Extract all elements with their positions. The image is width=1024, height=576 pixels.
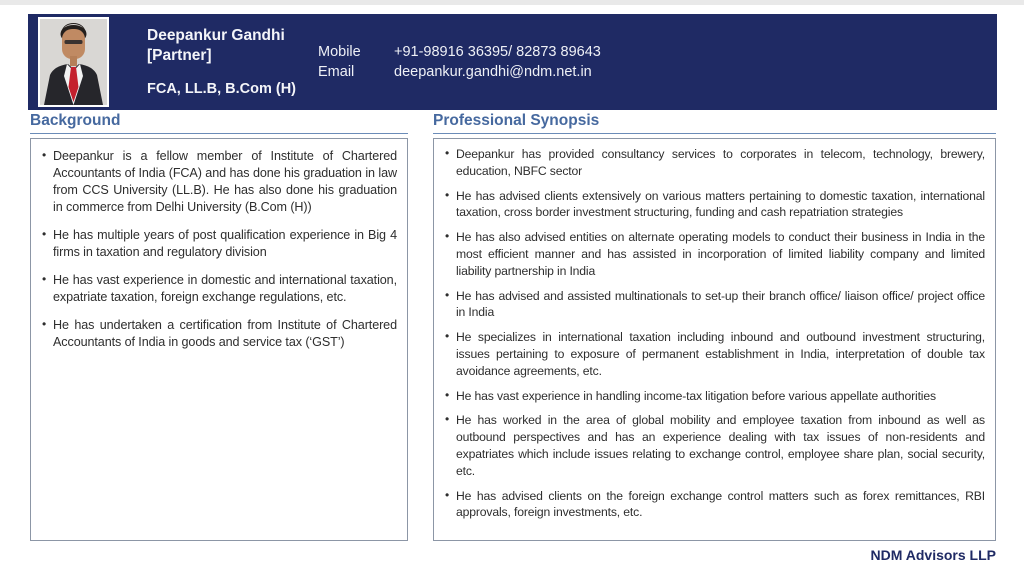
person-credentials: FCA, LL.B, B.Com (H) — [147, 81, 297, 97]
background-box — [30, 138, 408, 541]
mobile-value: +91-98916 36395/ 82873 89643 — [394, 44, 601, 60]
synopsis-bullet-5: • He specializes in international taxation including inbound and outbound investment structuring, issues pertaining to exposure of permanent establishment in India, interpretation of double tax avoidance agreements, etc. — [456, 329, 985, 379]
company-name: NDM Advisors LLP — [870, 547, 996, 563]
email-row — [318, 62, 601, 82]
synopsis-bullet-3: • He has also advised entities on alternate operating models to conduct their business in India in the most efficient manner and has assisted in incorporation of limited liability company and limited liability partnership in India — [456, 229, 985, 279]
top-edge-strip — [0, 0, 1024, 5]
synopsis-bullet-7: • He has worked in the area of global mobility and employee taxation from inbound as well as outbound perspectives and has an experience dealing with tax issues of non-residents and expatriates which include issues relating to exchange control, employee share plan, social security, etc. — [456, 412, 985, 479]
professional-synopsis-box — [433, 138, 996, 541]
background-bullet-3: • He has vast experience in domestic and international taxation, expatriate taxation, foreign exchange regulations, etc. — [53, 272, 397, 306]
synopsis-bullet-8: • He has advised clients on the foreign exchange control matters such as forex remittances, RBI approvals, foreign investments, etc. — [456, 488, 985, 522]
background-bullet-1: • Deepankur is a fellow member of Institute of Chartered Accountants of India (FCA) and has done his graduation in law from CCS University (LL.B). He has also done his graduation in commerce from Delhi University (B.Com (H)) — [53, 148, 397, 216]
background-bullet-4: • He has undertaken a certification from Institute of Chartered Accountants of India in goods and service tax (‘GST’) — [53, 317, 397, 351]
mobile-label: Mobile — [318, 44, 361, 60]
background-section-title: Background — [30, 111, 408, 134]
background-bullet-list — [39, 148, 397, 351]
synopsis-bullet-1: • Deepankur has provided consultancy services to corporates in telecom, technology, brewery, education, NBFC sector — [456, 146, 985, 180]
name-block — [147, 26, 296, 98]
synopsis-bullet-list — [442, 146, 985, 521]
professional-synopsis-section — [433, 111, 996, 541]
background-section — [30, 111, 408, 541]
professional-synopsis-title: Professional Synopsis — [433, 111, 996, 134]
email-value: deepankur.gandhi@ndm.net.in — [394, 64, 592, 80]
mobile-row — [318, 42, 601, 62]
person-role: [Partner] — [147, 47, 212, 64]
synopsis-bullet-4: • He has advised and assisted multinationals to set-up their branch office/ liaison office/ project office in India — [456, 288, 985, 322]
person-portrait-graphic — [40, 19, 107, 105]
synopsis-bullet-2: • He has advised clients extensively on various matters pertaining to domestic taxation, international taxation, cross border investment structuring, funding and cash repatriation strategies — [456, 188, 985, 222]
profile-header — [28, 14, 997, 110]
contact-block — [318, 42, 601, 82]
synopsis-bullet-6: • He has vast experience in handling income-tax litigation before various appellate authorities — [456, 388, 985, 405]
person-name: Deepankur Gandhi — [147, 27, 285, 44]
email-label: Email — [318, 64, 355, 80]
profile-photo — [38, 17, 109, 107]
background-bullet-2: • He has multiple years of post qualification experience in Big 4 firms in taxation and regulatory division — [53, 227, 397, 261]
